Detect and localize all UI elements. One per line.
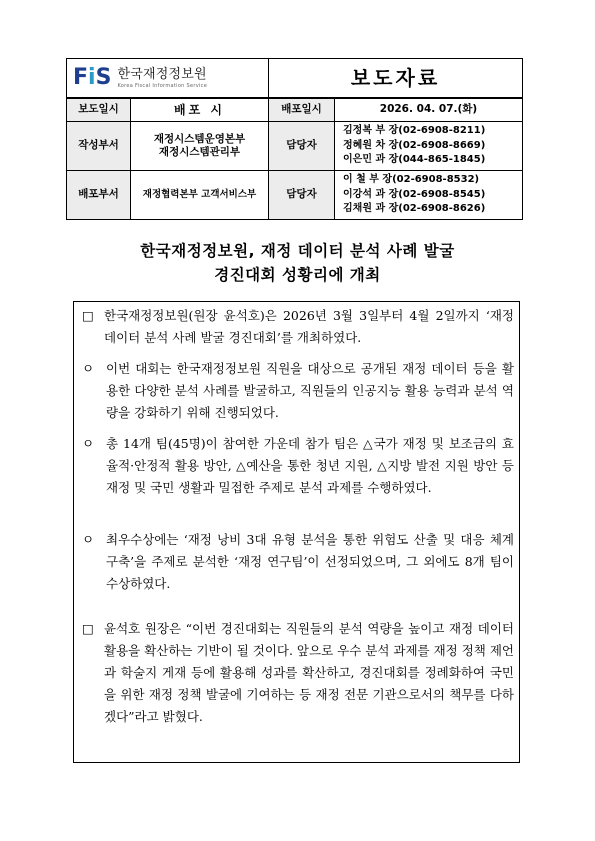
author-dept-label: 작성부서 (67, 122, 131, 171)
square-bullet-icon: □ (82, 621, 94, 636)
distribution-date-label: 배포일시 (269, 98, 335, 122)
contact-line: 정혜원 차 장(02-6908-8669) (343, 139, 486, 151)
logo-name: 한국재정정보원 (117, 66, 207, 82)
paragraph-text: 최우수상에는 ‘재정 낭비 3대 유형 분석을 통한 위험도 산출 및 대응 체계 구축’을 주제로 분석한 ‘재정 연구팀’이 선정되었으며, 그 외에도 8개 팀이 수상하였다. (106, 532, 514, 591)
circle-bullet-icon: ㅇ (82, 436, 95, 451)
author-dept-line: 재정시스템운영본부 (153, 132, 246, 145)
author-dept-line: 재정시스템관리부 (158, 146, 241, 158)
paragraph-text: 한국재정정보원(원장 윤석호)은 2026년 3월 3일부터 4월 2일까지 ‘재정 데이터 분석 사례 발굴 경진대회’를 개최하였다. (104, 308, 514, 345)
release-value: 배포 시 (131, 98, 269, 122)
release-label: 보도일시 (67, 98, 131, 122)
paragraph-text: 이번 대회는 한국재정정보원 직원을 대상으로 공개된 재정 데이터 등을 활용한 다양한 분석 사례를 발굴하고, 직원들의 인공지능 활용 능력과 분석 역량을 강화하기 위해 진행되었다. (106, 361, 514, 420)
contact-line: 이은민 과 장(044-865-1845) (343, 154, 486, 166)
paragraph-3 (82, 433, 514, 499)
circle-bullet-icon: ㅇ (82, 532, 95, 547)
distribution-dept-label: 배포부서 (67, 171, 131, 220)
circle-bullet-icon: ㅇ (82, 361, 95, 376)
logo-english: Korea Fiscal Information Service (117, 83, 208, 89)
distribution-date: 2026. 04. 07.(화) (335, 98, 523, 122)
author-dept (131, 122, 269, 171)
logo-cell (67, 59, 269, 99)
paragraph-text: 윤석호 원장은 “이번 경진대회는 직원들의 분석 역량을 높이고 재정 데이터 활용을 확산하는 기반이 될 것이다. 앞으로 우수 분석 과제를 재정 정책 제언과 학술지 게재 등에 활용해 성과를 확산하고, 경진대회를 정례화하여 국민을 위한 재정 정책 발굴에 기여하는 등 재정 전문 기관으로서의 책무를 다하겠다”라고 밝혔다. (104, 621, 514, 724)
headline-line-2: 경진대회 성황리에 개최 (214, 266, 381, 284)
doc-type-title: 보도자료 (269, 59, 523, 99)
paragraph-2 (82, 358, 514, 424)
paragraph-1 (82, 305, 514, 349)
paragraph-4 (82, 529, 514, 595)
contact-line: 김정복 부 장(02-6908-8211) (343, 125, 486, 137)
contact-line: 김채원 과 장(02-6908-8626) (343, 203, 486, 215)
contact-line: 이강석 과 장(02-6908-8545) (343, 188, 486, 200)
fis-logo (73, 67, 268, 90)
contact-line: 이 철 부 장(02-6908-8532) (343, 174, 480, 186)
contact-label-2: 담당자 (269, 171, 335, 220)
paragraph-text: 총 14개 팀(45명)이 참여한 가운데 참가 팀은 △국가 재정 및 보조금의 효율적·안정적 활용 방안, △예산을 통한 청년 지원, △지방 발전 지원 방안 등 재정 및 국민 생활과 밀접한 주제로 분석 과제를 수행하였다. (106, 436, 514, 495)
fis-logo-icon: F i S (73, 65, 112, 90)
headline-line-1: 한국재정정보원, 재정 데이터 분석 사례 발굴 (140, 242, 455, 260)
paragraph-5 (82, 618, 514, 728)
square-bullet-icon: □ (82, 308, 94, 323)
contact-label-1: 담당자 (269, 122, 335, 171)
contacts-2 (335, 171, 523, 220)
distribution-dept: 재정협력본부 고객서비스부 (131, 171, 269, 220)
press-header-table (66, 58, 523, 220)
contacts-1 (335, 122, 523, 171)
